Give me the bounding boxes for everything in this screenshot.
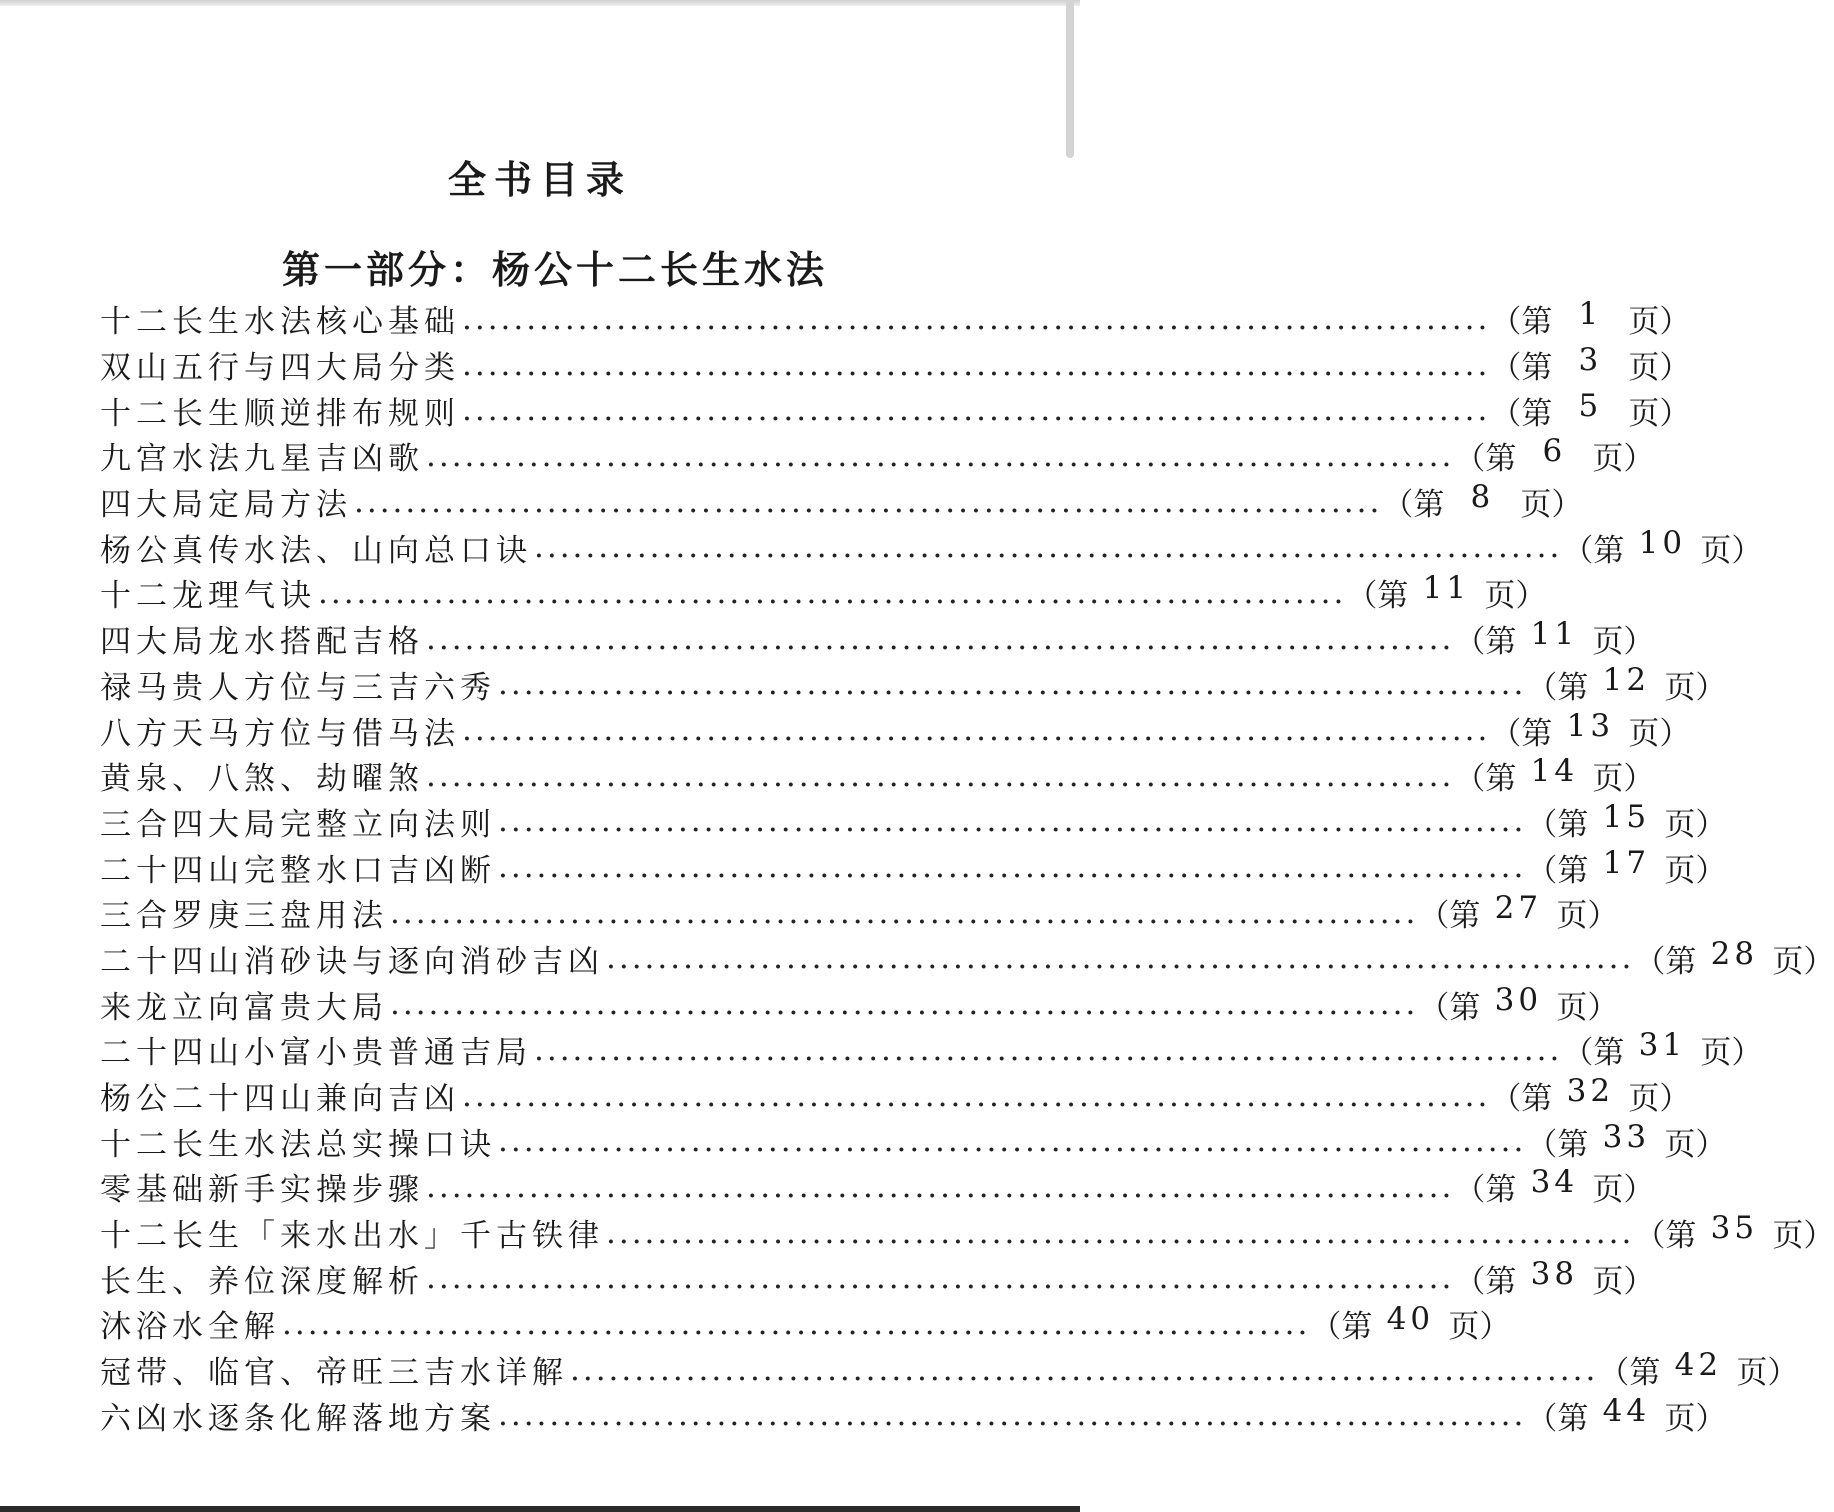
- page-suffix: 页）: [1700, 532, 1763, 569]
- page-suffix: 页）: [1592, 1172, 1655, 1209]
- toc-leader-dots: ................................................................................: [390, 894, 1419, 931]
- toc-entry[interactable]: [100, 661, 1727, 708]
- toc-entry[interactable]: [100, 1392, 1727, 1439]
- toc-entry-title: 十二长生水法核心基础: [100, 304, 460, 341]
- page-number: 11: [1530, 616, 1579, 653]
- toc-leader-dots: ................................................................................: [282, 1305, 1311, 1342]
- page-prefix: （第: [1310, 1309, 1373, 1346]
- toc-entry-title: 二十四山小富小贵普通吉局: [100, 1035, 532, 1072]
- toc-page-ref: [1454, 616, 1654, 661]
- page-suffix: 页）: [1772, 943, 1834, 980]
- page-prefix: （第: [1598, 1355, 1661, 1392]
- page-number: 10: [1638, 524, 1687, 561]
- toc-page-ref: [1634, 1210, 1834, 1255]
- toc-entry[interactable]: [100, 1301, 1511, 1347]
- toc-entry[interactable]: [100, 753, 1655, 799]
- toc-entry[interactable]: [100, 387, 1691, 433]
- page-number: 6: [1542, 433, 1567, 470]
- toc-page-ref: [1418, 982, 1618, 1027]
- page-prefix: （第: [1634, 1218, 1697, 1255]
- page-prefix: （第: [1526, 806, 1589, 843]
- page-prefix: （第: [1454, 1172, 1517, 1209]
- toc-leader-dots: ................................................................................: [534, 529, 1563, 566]
- page-suffix: 页）: [1664, 1400, 1727, 1437]
- toc-entry[interactable]: [100, 1210, 1834, 1256]
- page-prefix: （第: [1454, 1263, 1517, 1300]
- page-title: 全书目录: [447, 158, 632, 202]
- bottom-edge: [0, 1506, 1080, 1512]
- toc-leader-dots: ................................................................................: [498, 1123, 1527, 1160]
- page-number: 32: [1566, 1073, 1615, 1110]
- top-edge: [0, 0, 1080, 6]
- page-prefix: （第: [1490, 395, 1553, 432]
- toc-page-ref: [1598, 1347, 1798, 1392]
- toc-leader-dots: ................................................................................: [390, 986, 1419, 1023]
- scrollbar-thumb[interactable]: [1066, 0, 1074, 158]
- page-suffix: 页）: [1772, 1218, 1834, 1255]
- toc-leader-dots: ................................................................................: [462, 346, 1491, 383]
- section-title: 第一部分：杨公十二长生水法: [281, 248, 828, 292]
- page-number: 1: [1578, 296, 1603, 333]
- toc-leader-dots: ................................................................................: [462, 392, 1491, 429]
- toc-entry-title: 十二龙理气诀: [100, 578, 316, 615]
- toc-page-ref: [1454, 753, 1654, 798]
- page-number: 42: [1674, 1347, 1723, 1384]
- toc-entry[interactable]: [100, 342, 1691, 388]
- toc-entry[interactable]: [100, 570, 1547, 616]
- toc-leader-dots: ................................................................................: [426, 620, 1455, 657]
- page-number: 8: [1470, 479, 1495, 516]
- toc-leader-dots: ................................................................................: [606, 940, 1635, 977]
- toc-entry[interactable]: [100, 296, 1691, 342]
- toc-entry-title: 禄马贵人方位与三吉六秀: [100, 669, 496, 706]
- page-suffix: 页）: [1484, 578, 1547, 615]
- page-prefix: （第: [1454, 441, 1517, 478]
- page-suffix: 页）: [1736, 1355, 1799, 1392]
- page-prefix: （第: [1454, 761, 1517, 798]
- page-suffix: 页）: [1664, 669, 1727, 706]
- toc-leader-dots: ................................................................................: [426, 757, 1455, 794]
- toc-leader-dots: ................................................................................: [426, 1260, 1455, 1297]
- toc-page-ref: [1454, 433, 1654, 478]
- toc-entry-title: 二十四山完整水口吉凶断: [100, 852, 496, 889]
- page-suffix: 页）: [1664, 1126, 1727, 1163]
- toc-entry-title: 三合四大局完整立向法则: [100, 806, 496, 843]
- page-prefix: （第: [1346, 578, 1409, 615]
- toc-entry[interactable]: [100, 707, 1691, 753]
- page-suffix: 页）: [1592, 624, 1655, 661]
- toc-entry-title: 冠带、临官、帝旺三吉水详解: [100, 1355, 568, 1392]
- toc-entry-title: 二十四山消砂诀与逐向消砂吉凶: [100, 943, 604, 980]
- table-of-contents: [100, 296, 1834, 1438]
- page-prefix: （第: [1490, 304, 1553, 341]
- page-suffix: 页）: [1592, 1263, 1655, 1300]
- toc-entry-title: 黄泉、八煞、劫曜煞: [100, 761, 424, 798]
- page-prefix: （第: [1490, 1081, 1553, 1118]
- page-prefix: （第: [1454, 624, 1517, 661]
- page-number: 33: [1602, 1118, 1651, 1155]
- page-number: 3: [1578, 342, 1603, 379]
- toc-entry-title: 十二长生「来水出水」千古铁律: [100, 1218, 604, 1255]
- toc-leader-dots: ................................................................................: [498, 849, 1527, 886]
- toc-entry[interactable]: [100, 981, 1619, 1027]
- page-suffix: 页）: [1700, 1035, 1763, 1072]
- toc-entry[interactable]: [100, 1347, 1799, 1393]
- toc-entry[interactable]: [100, 798, 1727, 845]
- toc-entry-title: 沐浴水全解: [100, 1309, 280, 1346]
- page-suffix: 页）: [1664, 852, 1727, 889]
- page-suffix: 页）: [1628, 715, 1691, 752]
- toc-entry-title: 四大局定局方法: [100, 487, 352, 524]
- toc-entry-title: 杨公二十四山兼向吉凶: [100, 1081, 460, 1118]
- page-number: 28: [1710, 935, 1759, 972]
- toc-entry-title: 八方天马方位与借马法: [100, 715, 460, 752]
- page-number: 38: [1530, 1255, 1579, 1292]
- page-suffix: 页）: [1592, 441, 1655, 478]
- page-number: 40: [1386, 1301, 1435, 1338]
- toc-entry[interactable]: [100, 1164, 1655, 1210]
- toc-entry-title: 双山五行与四大局分类: [100, 350, 460, 387]
- toc-page-ref: [1526, 845, 1726, 890]
- toc-page-ref: [1454, 1256, 1654, 1301]
- toc-entry[interactable]: [100, 433, 1655, 479]
- toc-leader-dots: ................................................................................: [354, 483, 1383, 520]
- toc-page-ref: [1634, 936, 1834, 981]
- toc-page-ref: [1346, 570, 1546, 615]
- page-number: 30: [1494, 981, 1543, 1018]
- page-number: 34: [1530, 1164, 1579, 1201]
- toc-entry[interactable]: [100, 890, 1619, 936]
- page-number: 13: [1566, 707, 1615, 744]
- toc-leader-dots: ................................................................................: [498, 803, 1527, 840]
- page-suffix: 页）: [1664, 806, 1727, 843]
- toc-leader-dots: ................................................................................: [426, 437, 1455, 474]
- toc-leader-dots: ................................................................................: [426, 1168, 1455, 1205]
- page-prefix: （第: [1634, 943, 1697, 980]
- page-suffix: 页）: [1556, 989, 1619, 1026]
- toc-leader-dots: ................................................................................: [318, 574, 1347, 611]
- toc-leader-dots: ................................................................................: [498, 666, 1527, 703]
- page-prefix: （第: [1562, 1035, 1625, 1072]
- page-suffix: 页）: [1628, 395, 1691, 432]
- page-prefix: （第: [1418, 898, 1481, 935]
- toc-page-ref: [1490, 388, 1690, 433]
- page-suffix: 页）: [1628, 304, 1691, 341]
- page-suffix: 页）: [1592, 761, 1655, 798]
- toc-page-ref: [1418, 890, 1618, 935]
- toc-entry-title: 长生、养位深度解析: [100, 1263, 424, 1300]
- page-suffix: 页）: [1628, 1081, 1691, 1118]
- toc-page-ref: [1490, 1073, 1690, 1118]
- toc-page-ref: [1310, 1301, 1510, 1346]
- page-suffix: 页）: [1448, 1309, 1511, 1346]
- page-number: 31: [1638, 1027, 1687, 1064]
- page-prefix: （第: [1418, 989, 1481, 1026]
- toc-entry[interactable]: [100, 935, 1834, 982]
- page-prefix: （第: [1490, 350, 1553, 387]
- toc-entry-title: 十二长生水法总实操口诀: [100, 1126, 496, 1163]
- toc-leader-dots: ................................................................................: [534, 1031, 1563, 1068]
- page-prefix: （第: [1526, 1126, 1589, 1163]
- toc-leader-dots: ................................................................................: [570, 1351, 1599, 1388]
- page-prefix: （第: [1526, 852, 1589, 889]
- page-number: 5: [1578, 387, 1603, 424]
- toc-entry[interactable]: [100, 1255, 1655, 1301]
- page-suffix: 页）: [1628, 350, 1691, 387]
- toc-leader-dots: ................................................................................: [498, 1397, 1527, 1434]
- toc-page-ref: [1526, 1119, 1726, 1164]
- page-number: 44: [1602, 1392, 1651, 1429]
- toc-entry-title: 四大局龙水搭配吉格: [100, 624, 424, 661]
- page-suffix: 页）: [1556, 898, 1619, 935]
- toc-page-ref: [1490, 296, 1690, 341]
- page-prefix: （第: [1526, 669, 1589, 706]
- toc-page-ref: [1526, 799, 1726, 844]
- toc-entry[interactable]: [100, 1027, 1763, 1073]
- toc-entry-title: 九宫水法九星吉凶歌: [100, 441, 424, 478]
- toc-entry-title: 零基础新手实操步骤: [100, 1172, 424, 1209]
- toc-page-ref: [1526, 662, 1726, 707]
- toc-leader-dots: ................................................................................: [462, 1077, 1491, 1114]
- page-number: 15: [1602, 798, 1651, 835]
- toc-entry-title: 十二长生顺逆排布规则: [100, 395, 460, 432]
- toc-entry-title: 来龙立向富贵大局: [100, 989, 388, 1026]
- toc-leader-dots: ................................................................................: [462, 712, 1491, 749]
- toc-page-ref: [1490, 342, 1690, 387]
- toc-entry[interactable]: [100, 1073, 1691, 1119]
- toc-page-ref: [1454, 1164, 1654, 1209]
- toc-entry[interactable]: [100, 479, 1583, 525]
- page-number: 11: [1422, 570, 1471, 607]
- page-number: 27: [1494, 890, 1543, 927]
- toc-entry-title: 六凶水逐条化解落地方案: [100, 1400, 496, 1437]
- page-number: 35: [1710, 1210, 1759, 1247]
- toc-entry-title: 三合罗庚三盘用法: [100, 898, 388, 935]
- page-number: 12: [1602, 661, 1651, 698]
- toc-leader-dots: ................................................................................: [606, 1214, 1635, 1251]
- toc-entry[interactable]: [100, 1118, 1727, 1164]
- toc-entry[interactable]: [100, 524, 1763, 570]
- page-suffix: 页）: [1520, 487, 1583, 524]
- toc-entry[interactable]: [100, 616, 1655, 662]
- toc-entry-title: 杨公真传水法、山向总口诀: [100, 532, 532, 569]
- toc-page-ref: [1490, 708, 1690, 753]
- toc-page-ref: [1382, 479, 1582, 524]
- toc-page-ref: [1526, 1393, 1726, 1438]
- page-prefix: （第: [1562, 532, 1625, 569]
- page-prefix: （第: [1382, 487, 1445, 524]
- page-number: 14: [1530, 753, 1579, 790]
- toc-page-ref: [1562, 1027, 1762, 1072]
- page-number: 17: [1602, 844, 1651, 881]
- toc-entry[interactable]: [100, 844, 1727, 890]
- toc-leader-dots: ................................................................................: [462, 300, 1491, 337]
- page-prefix: （第: [1490, 715, 1553, 752]
- page-prefix: （第: [1526, 1400, 1589, 1437]
- toc-page-ref: [1562, 525, 1762, 570]
